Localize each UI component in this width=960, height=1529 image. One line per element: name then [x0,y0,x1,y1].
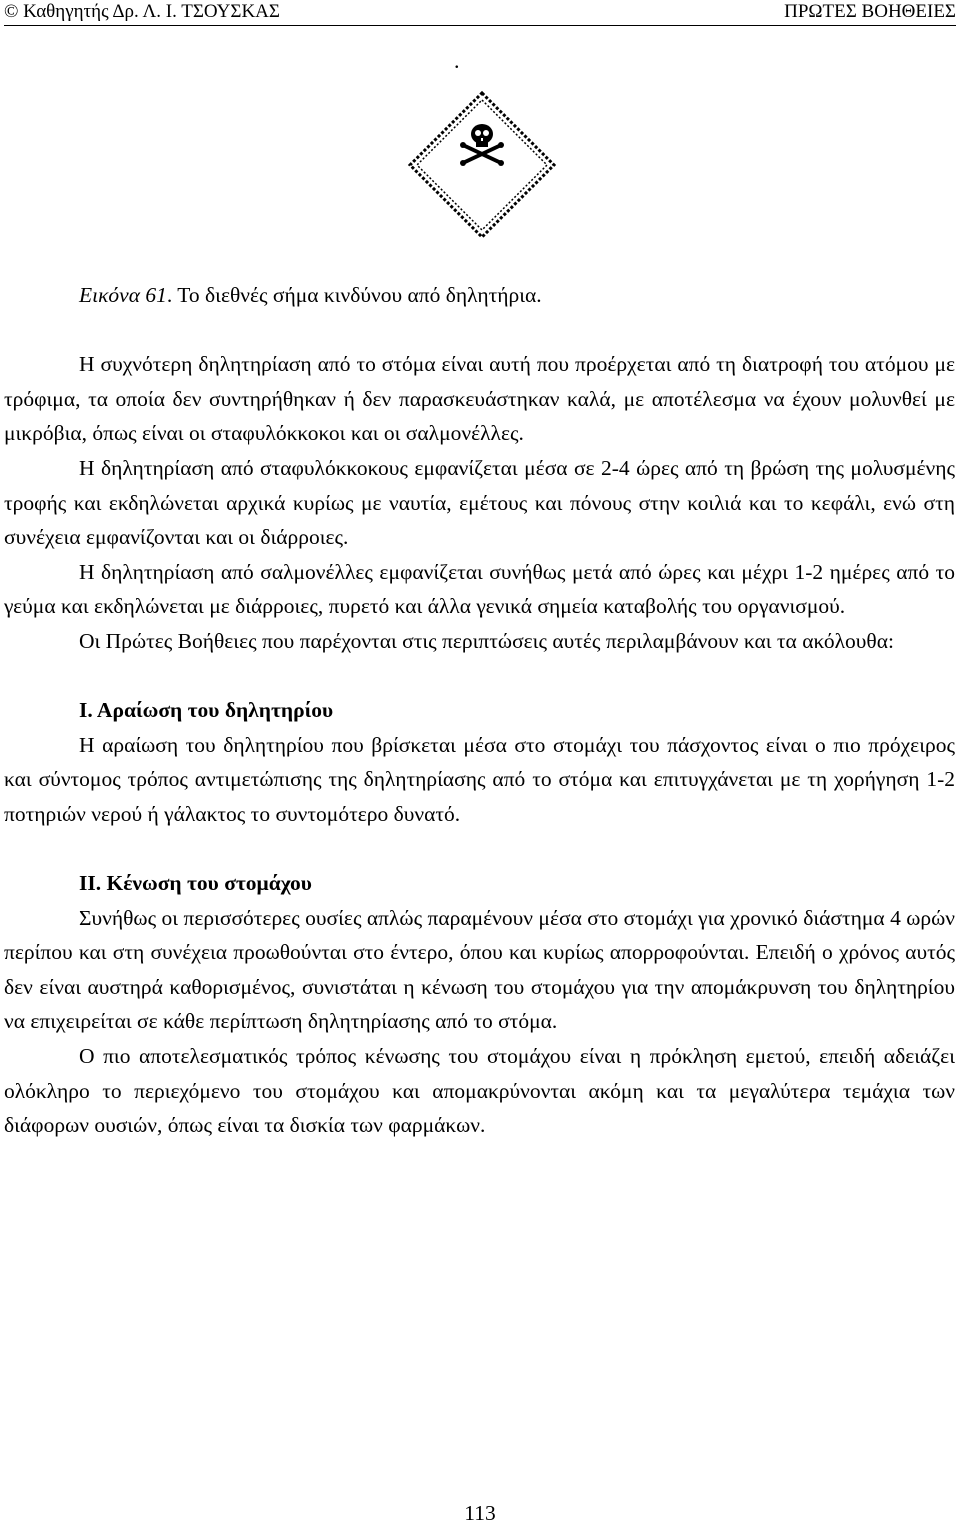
poison-skull-crossbones-diamond-icon [407,90,557,240]
paragraph-stomach-absorption: Συνήθως οι περισσότερες ουσίες απλώς παραμένουν μέσα στο στομάχι για χρονικό διάστημα 4 ωρών περίπου και στη συνέχεια προωθούνται στο έντερο, όπου και κυρίως απορροφούνται. Επειδή ο χρόνος αυτός δεν είναι αυστηρά καθορισμένος, συνιστάται η κένωση του στομάχου για την απομάκρυνση του δηλητηρίου να επιχειρείται σε κάθε περίπτωση δηλητηρίασης από το στόμα. [4,905,955,1034]
header-book-title: ΠΡΩΤΕΣ ΒΟΗΘΕΙΕΣ [784,1,956,22]
paragraph-staphylococcus: Η δηλητηρίαση από σταφυλόκκοκους εμφανίζεται μέσα σε 2-4 ώρες από τη βρώση της μολυσμένης τροφής και εκδηλώνεται αρχικά κυρίως με ναυτία, εμέτους και πόνους στην κοιλιά και το κεφάλι, ενώ στη συνέχεια εμφανίζονται και οι διάρροιες. [4,455,955,550]
paragraph-dilution: Η αραίωση του δηλητηρίου που βρίσκεται μέσα στο στομάχι του πάσχοντος είναι ο πιο πρόχειρος και σύντομος τρόπος αντιμετώπισης της δηλητηρίασης από το στόμα και επιτυγχάνεται με τη χορήγηση 1-2 ποτηριών νερού ή γάλακτος το συντομότερο δυνατό. [4,732,955,826]
page-number: 113 [464,1501,496,1525]
figure-caption [4,278,955,313]
page-header [4,0,956,24]
paragraph-first-aid-intro: Οι Πρώτες Βοήθειες που παρέχονται στις περιπτώσεις αυτές περιλαμβάνουν και τα ακόλουθα: [79,628,894,653]
paragraph-salmonella: Η δηλητηρίαση από σαλμονέλλες εμφανίζεται συνήθως μετά από ώρες και μέχρι 1-2 ημέρες από το γεύμα και εκδηλώνεται με διάρροιες, πυρετό και άλλα γενικά σημεία καταβολής του οργανισμού. [4,559,955,619]
figure-caption-text: . Το διεθνές σήμα κινδύνου από δηλητήρια. [166,283,542,307]
header-author: © Καθηγητής Δρ. Λ. Ι. ΤΣΟΥΣΚΑΣ [4,1,280,22]
paragraph-vomiting: Ο πιο αποτελεσματικός τρόπος κένωσης του στομάχου είναι η πρόκληση εμετού, επειδή αδειάζει ολόκληρο το περιεχόμενο του στομάχου και απομακρύνονται ακόμη και τα μεγαλύτερα τεμάχια των διάφορων ουσιών, όπως είναι τα δισκία των φαρμάκων. [4,1044,955,1138]
section-heading-dilution: Ι. Αραίωση του δηλητηρίου [79,698,334,723]
header-divider [4,25,956,26]
page-body [4,278,955,1143]
section-heading-stomach-emptying: ΙΙ. Κένωση του στομάχου [79,871,312,896]
figure-dot: . [454,48,460,73]
figure-caption-label: Εικόνα 61 [79,283,167,307]
paragraph-food-poisoning: Η συχνότερη δηλητηρίαση από το στόμα είναι αυτή που προέρχεται από τη διατροφή του ατόμου με τρόφιμα, τα οποία δεν συντηρήθηκαν ή δεν παρασκευάστηκαν καλά, με αποτέλεσμα να έχουν μολυνθεί με μικρόβια, όπως είναι οι σταφυλόκκοκοι και οι σαλμονέλλες. [4,352,955,446]
